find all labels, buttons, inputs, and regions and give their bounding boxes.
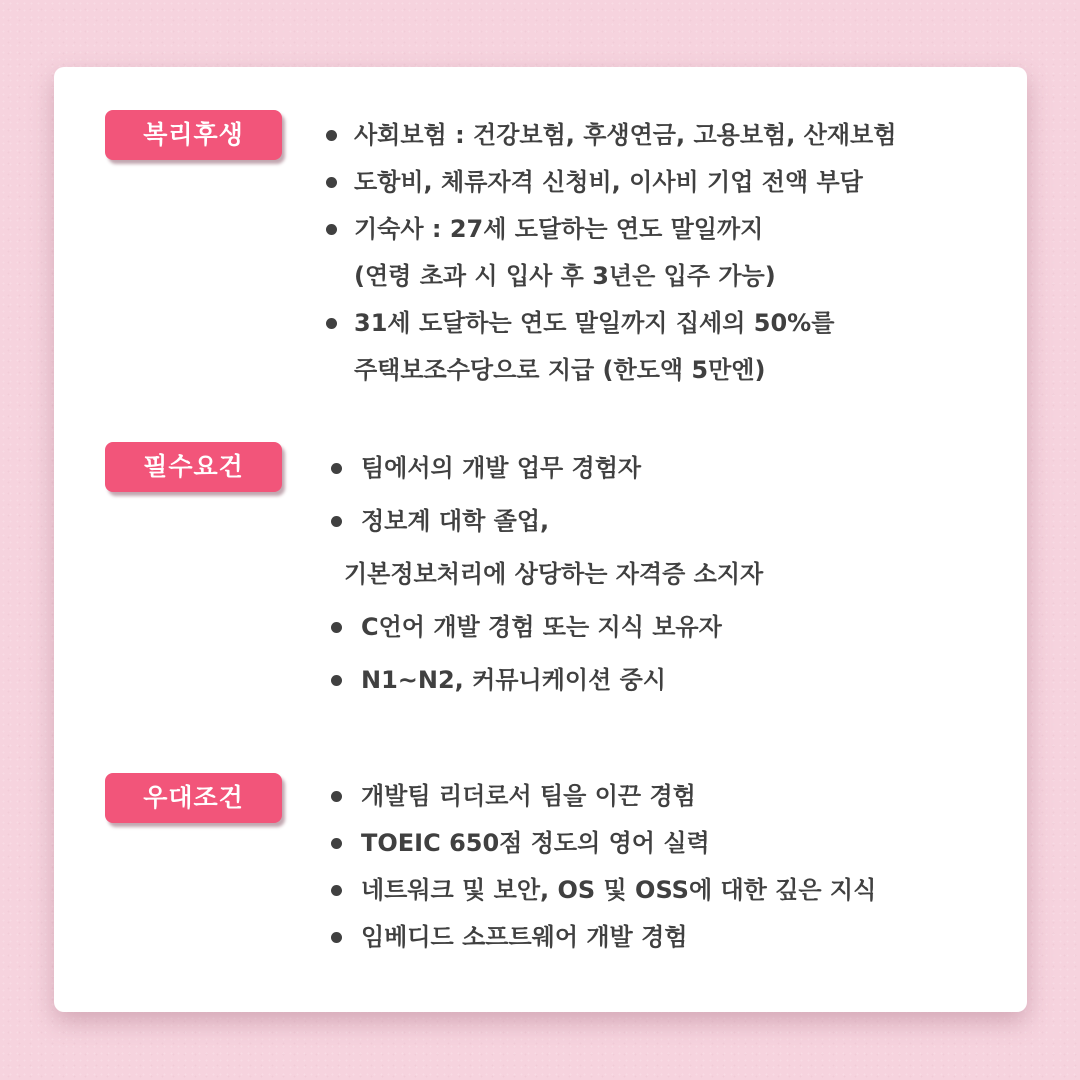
list-item [326, 206, 896, 300]
bullet-icon [331, 838, 342, 849]
list-item-text: 팀에서의 개발 업무 경험자 [361, 454, 642, 482]
list-item-text: 도항비, 체류자격 신청비, 이사비 기업 전액 부담 [354, 168, 863, 196]
bullet-icon [331, 675, 342, 686]
list-item-text: C언어 개발 경험 또는 지식 보유자 [361, 613, 722, 641]
welfare-list [326, 112, 896, 394]
info-card [54, 67, 1027, 1012]
bullet-icon [331, 463, 342, 474]
list-item [331, 601, 763, 654]
list-item [326, 159, 896, 206]
preferred-badge: 우대조건 [105, 773, 282, 823]
list-item [331, 495, 763, 548]
bullet-icon [326, 130, 337, 141]
list-item [331, 820, 876, 867]
list-item [326, 112, 896, 159]
requirements-badge: 필수요건 [105, 442, 282, 492]
bullet-icon [326, 177, 337, 188]
list-item-text: TOEIC 650점 정도의 영어 실력 [361, 829, 710, 857]
welfare-badge: 복리후생 [105, 110, 282, 160]
list-item-text: 임베디드 소프트웨어 개발 경험 [361, 923, 688, 951]
preferred-list [331, 773, 876, 961]
list-item-text: 사회보험 : 건강보험, 후생연금, 고용보험, 산재보험 [354, 121, 897, 149]
bullet-icon [331, 622, 342, 633]
bullet-icon [326, 224, 337, 235]
list-item-text: 네트워크 및 보안, OS 및 OSS에 대한 깊은 지식 [361, 876, 877, 904]
list-item-text: 개발팀 리더로서 팀을 이끈 경험 [361, 782, 696, 810]
bullet-icon [331, 791, 342, 802]
list-item-text: 정보계 대학 졸업, [361, 507, 550, 535]
bullet-icon [331, 885, 342, 896]
list-item-text: 기본정보처리에 상당하는 자격증 소지자 [344, 560, 764, 588]
list-item-text: 기숙사 : 27세 도달하는 연도 말일까지 [354, 215, 764, 243]
list-item [331, 867, 876, 914]
list-item [326, 300, 896, 394]
list-item [331, 773, 876, 820]
requirements-list [331, 442, 763, 707]
list-item [331, 442, 763, 495]
list-item-continued [331, 548, 763, 601]
list-item-text-continued: 주택보조수당으로 지급 (한도액 5만엔) [354, 356, 766, 384]
list-item-text: N1~N2, 커뮤니케이션 중시 [361, 666, 666, 694]
bullet-icon [331, 932, 342, 943]
list-item-text: 31세 도달하는 연도 말일까지 집세의 50%를 [354, 309, 835, 337]
list-item [331, 654, 763, 707]
list-item-text-continued: (연령 초과 시 입사 후 3년은 입주 가능) [354, 262, 776, 290]
bullet-icon [326, 318, 337, 329]
bullet-icon [331, 516, 342, 527]
list-item [331, 914, 876, 961]
